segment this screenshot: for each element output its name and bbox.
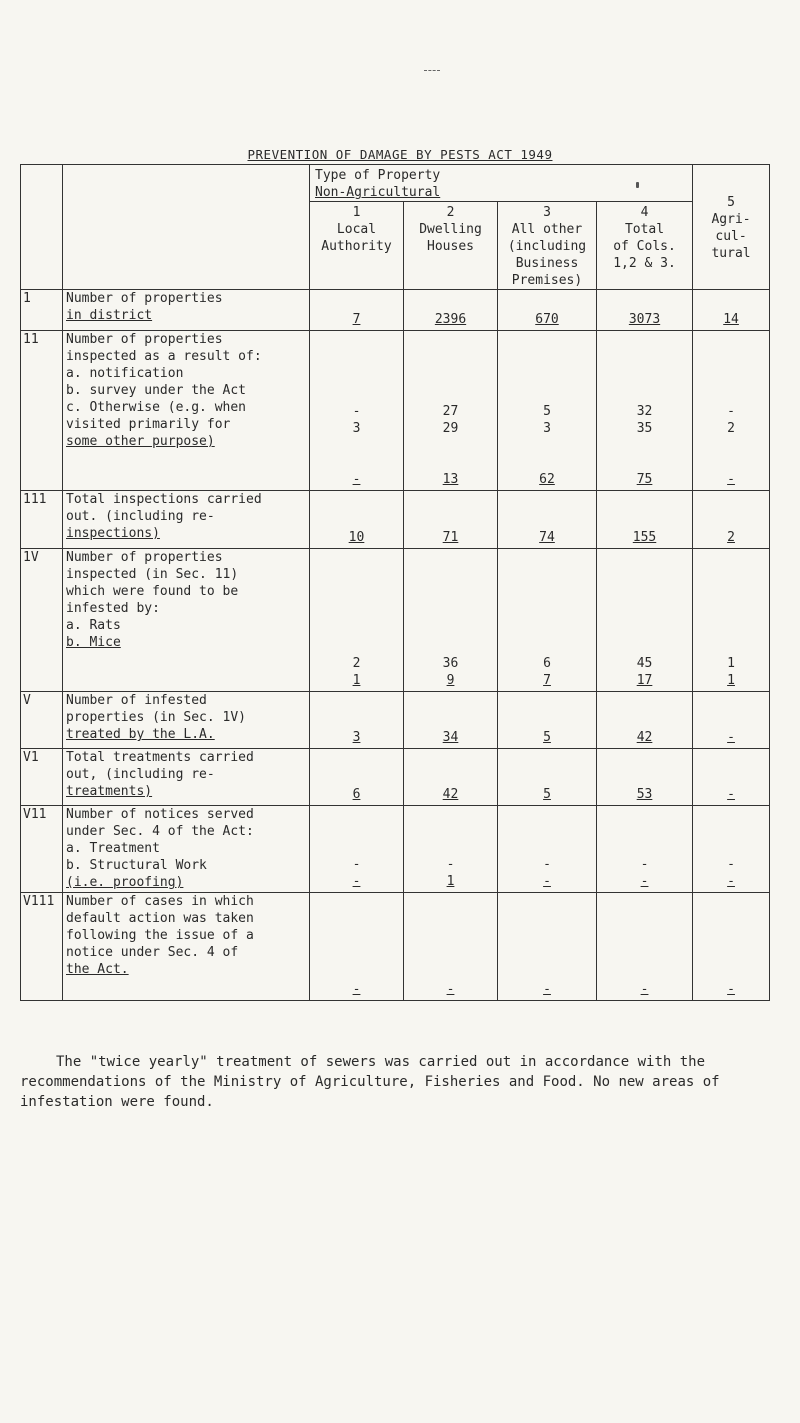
cell-value: 42 [442,787,459,802]
cell-value: - [727,730,735,745]
cell-col-3 [498,290,597,331]
cell-value: 75 [636,472,653,487]
description-line: b. Structural Work [66,858,207,873]
cell-value: 9 [446,673,455,688]
cell-value: 7 [543,673,551,688]
cell-col-3 [498,893,597,1001]
header-row-group [21,165,770,202]
description-line: some other purpose) [66,434,215,449]
cell-col-1 [310,290,404,331]
cell-col-5 [693,806,770,893]
column-header-5: 5 Agri- cul- tural [693,165,770,290]
cell-value: 3073 [628,312,661,327]
cell-value: 1 [352,673,361,688]
cell-value: 5 [543,787,551,802]
row-number: V1 [21,749,63,806]
cell-value: 2396 [434,312,467,327]
cell-value: - [727,857,735,872]
cell-col-2 [404,331,498,491]
table-row [21,331,770,491]
cell-value: 7 [352,312,361,327]
description-line: visited primarily for [66,417,231,432]
description-line: (i.e. proofing) [66,875,184,890]
cell-col-1 [310,893,404,1001]
description-line: which were found to be [66,584,239,599]
cell-col-5 [693,331,770,491]
description-line: the Act. [66,962,129,977]
cell-col-4 [597,893,693,1001]
cell-value: 17 [636,673,653,688]
cell-col-3 [498,331,597,491]
cell-value: 32 [636,404,653,419]
cell-col-2 [404,491,498,549]
description-line: inspected (in Sec. 11) [66,567,239,582]
description-line: Number of properties [66,332,223,347]
cell-value: - [727,982,735,997]
cell-value: 74 [539,530,555,545]
description-line: a. notification [66,366,184,381]
description-line: inspections) [66,526,160,541]
description-line: properties (in Sec. 1V) [66,710,247,725]
cell-col-4 [597,549,693,692]
description-line: inspected as a result of: [66,349,262,364]
table-row [21,749,770,806]
cell-value: 155 [632,530,657,545]
cell-value: - [446,982,455,997]
cell-col-1 [310,806,404,893]
footnote-text: The "twice yearly" treatment of sewers was carried out in accordance with the recommendations of the Ministry of Agriculture, Fisheries and Food. No new areas of infestation were found. [20,1054,720,1110]
cell-col-4 [597,491,693,549]
pests-table [20,164,770,1001]
table-row [21,692,770,749]
cell-value: - [543,857,551,872]
cell-col-4 [597,290,693,331]
row-number: V111 [21,893,63,1001]
cell-col-1 [310,331,404,491]
description-line: out. (including re- [66,509,215,524]
cell-value: 1 [446,874,455,889]
cell-col-2 [404,893,498,1001]
cell-value: - [543,874,551,889]
header-blank-id [21,165,63,290]
cell-col-3 [498,749,597,806]
cell-value: 71 [442,530,459,545]
description-line: following the issue of a [66,928,254,943]
cell-value: 3 [352,421,361,436]
cell-value: 2 [352,656,361,671]
description-line: Number of properties [66,291,223,306]
description-line: Total inspections carried [66,492,262,507]
cell-col-4 [597,806,693,893]
column-header-2: 2 Dwelling Houses [404,202,498,290]
description-line: default action was taken [66,911,254,926]
cell-value: - [727,404,735,419]
cell-value: 45 [636,656,653,671]
row-number: 1 [21,290,63,331]
cell-col-3 [498,806,597,893]
column-header-4: 4 Total of Cols. 1,2 & 3. [597,202,693,290]
cell-col-5 [693,692,770,749]
row-number: 11 [21,331,63,491]
cell-value: - [727,874,735,889]
cell-value: - [352,874,361,889]
cell-value: - [352,857,361,872]
cell-value: - [352,982,361,997]
cell-value: - [640,982,649,997]
scan-mark [424,70,440,74]
cell-value: 42 [636,730,653,745]
description-line: b. survey under the Act [66,383,247,398]
row-description [63,549,310,692]
footnote [20,1052,780,1112]
description-line: c. Otherwise (e.g. when [66,400,247,415]
group-header [310,165,693,202]
cell-value: 2 [727,421,735,436]
column-header-1: 1 Local Authority [310,202,404,290]
cell-value: - [640,874,649,889]
cell-col-5 [693,290,770,331]
table-row [21,549,770,692]
cell-col-5 [693,749,770,806]
description-line: treated by the L.A. [66,727,215,742]
cell-value: - [446,857,455,872]
cell-value: 6 [352,787,361,802]
cell-col-5 [693,549,770,692]
table-row [21,290,770,331]
row-number: 111 [21,491,63,549]
cell-col-3 [498,692,597,749]
cell-value: 29 [442,421,459,436]
table-row [21,806,770,893]
group-header-line-1: Type of Property [315,168,441,183]
cell-col-2 [404,749,498,806]
cell-col-5 [693,893,770,1001]
description-line: Number of infested [66,693,207,708]
cell-value: 34 [442,730,459,745]
row-description [63,331,310,491]
row-description [63,749,310,806]
description-line: in district [66,308,153,323]
description-line: treatments) [66,784,153,799]
cell-col-5 [693,491,770,549]
description-line: under Sec. 4 of the Act: [66,824,254,839]
cell-col-4 [597,692,693,749]
description-line: notice under Sec. 4 of [66,945,239,960]
cell-value: 3 [543,421,551,436]
description-line: Total treatments carried [66,750,254,765]
row-number: V [21,692,63,749]
cell-value: 2 [727,530,735,545]
cell-value: - [640,857,649,872]
cell-col-2 [404,290,498,331]
cell-col-4 [597,749,693,806]
cell-col-1 [310,549,404,692]
cell-value: 5 [543,730,551,745]
row-number: 1V [21,549,63,692]
cell-col-2 [404,549,498,692]
description-line: Number of properties [66,550,223,565]
group-header-line-2: Non-Agricultural [315,185,441,200]
cell-value: 14 [723,312,739,327]
cell-value: 53 [636,787,653,802]
document-title: PREVENTION OF DAMAGE BY PESTS ACT 1949 [247,147,553,162]
cell-col-1 [310,491,404,549]
description-line: out, (including re- [66,767,215,782]
description-line: infested by: [66,601,160,616]
cell-value: - [352,472,361,487]
table-row [21,893,770,1001]
cell-value: 1 [727,656,735,671]
table-row [21,491,770,549]
cell-value: 27 [442,404,459,419]
cell-value: 10 [348,530,365,545]
cell-col-3 [498,491,597,549]
cell-value: 1 [727,673,735,688]
cell-value: 62 [539,472,555,487]
cell-value: 6 [543,656,551,671]
cell-col-2 [404,692,498,749]
cell-value: - [352,404,361,419]
cell-col-1 [310,692,404,749]
row-description [63,692,310,749]
cell-value: 3 [352,730,361,745]
cell-value: 670 [535,312,559,327]
description-line: a. Treatment [66,841,160,856]
row-description [63,290,310,331]
row-description [63,491,310,549]
cell-col-3 [498,549,597,692]
row-number: V11 [21,806,63,893]
cell-value: 35 [636,421,653,436]
cell-value: 36 [442,656,459,671]
cell-value: - [727,472,735,487]
header-blank-desc [63,165,310,290]
cell-value: 5 [543,404,551,419]
cell-value: - [543,982,551,997]
row-description [63,806,310,893]
cell-value: 13 [442,472,459,487]
column-header-3: 3 All other (including Business Premises) [498,202,597,290]
description-line: b. Mice [66,635,121,650]
description-line: a. Rats [66,618,121,633]
description-line: Number of notices served [66,807,254,822]
description-line: Number of cases in which [66,894,254,909]
cell-col-4 [597,331,693,491]
row-description [63,893,310,1001]
cell-col-1 [310,749,404,806]
cell-col-2 [404,806,498,893]
cell-value: - [727,787,735,802]
